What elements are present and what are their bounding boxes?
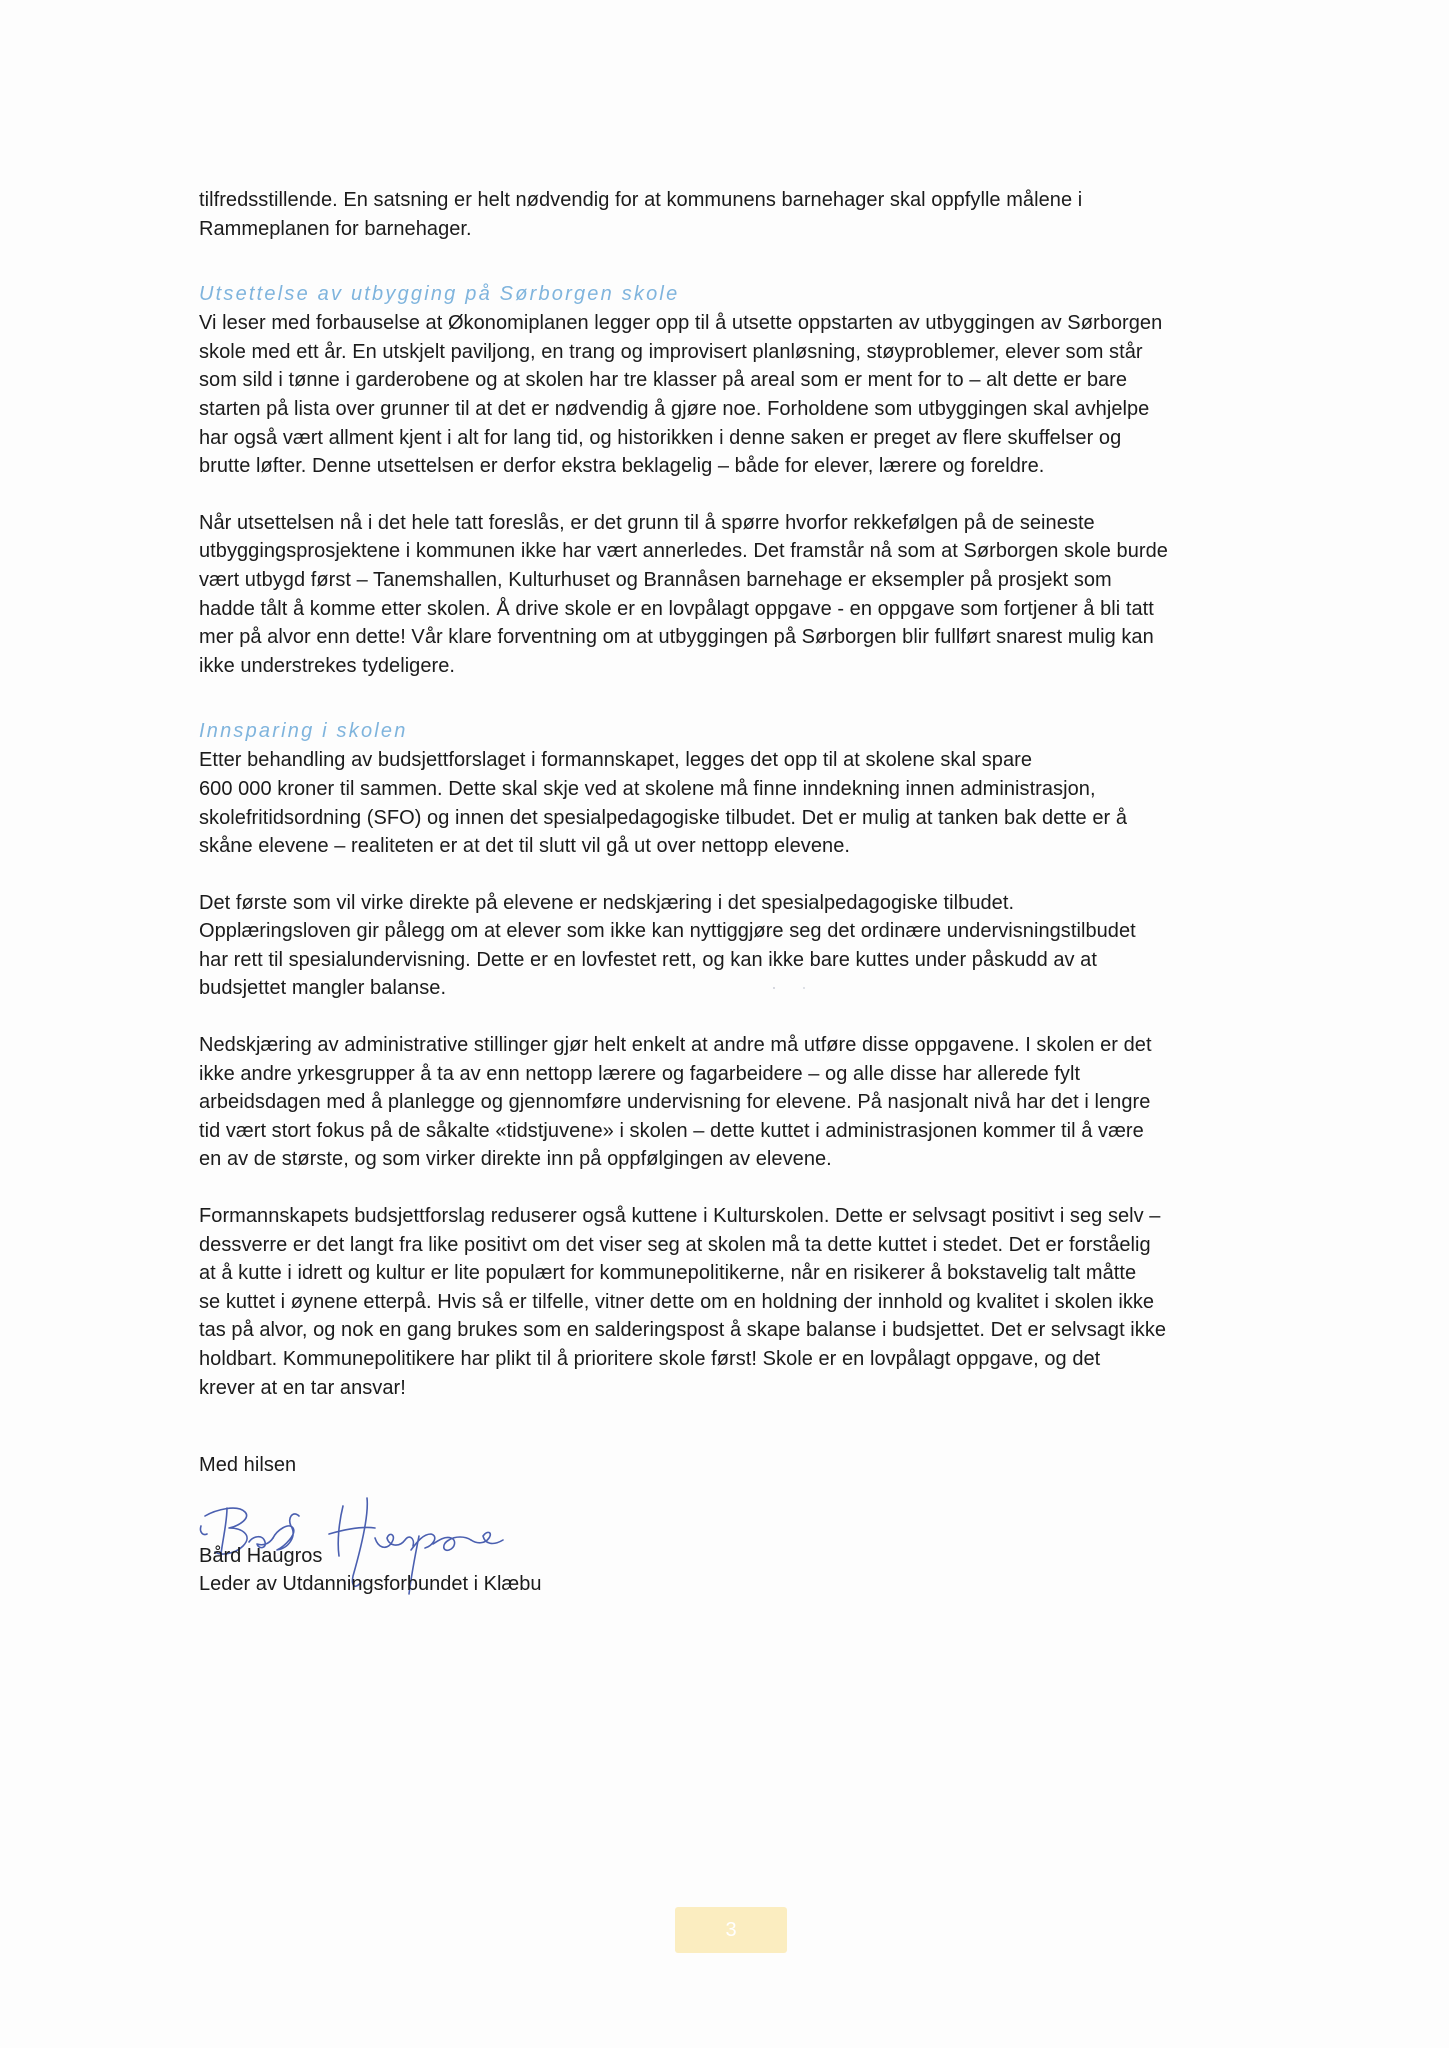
- text-line: vært utbygd først – Tanemshallen, Kulturhuset og Brannåsen barnehage er eksempler på prosjekt som: [199, 568, 1112, 591]
- intro-paragraph: [199, 186, 1254, 243]
- signer-title: Leder av Utdanningsforbundet i Klæbu: [199, 1572, 542, 1595]
- scan-artifact: [770, 986, 810, 990]
- paragraph: [199, 746, 1254, 860]
- text-line: Når utsettelsen nå i det hele tatt foreslås, er det grunn til å spørre hvorfor rekkefølgen på de seineste: [199, 511, 1095, 534]
- text-line: Etter behandling av budsjettforslaget i formannskapet, legges det opp til at skolene skal spare: [199, 749, 1033, 772]
- text-line: hadde tålt å komme etter skolen. Å drive skole er en lovpålagt oppgave - en oppgave som fortjener å bli tatt: [199, 597, 1154, 620]
- text-line: skåne elevene – realiteten er at det til slutt vil gå ut over nettopp elevene.: [199, 835, 850, 858]
- text-line: tas på alvor, og nok en gang brukes som en salderingspost å skape balanse i budsjettet. Det er selvsagt ikke: [199, 1319, 1167, 1342]
- text-line: holdbart. Kommunepolitikere har plikt til å prioritere skole først! Skole er en lovpålagt oppgave, og det: [199, 1348, 1101, 1370]
- text-line: dessverre er det langt fra like positivt om det viser seg at skolen må ta dette kuttet i stedet. Det er forståelig: [199, 1233, 1151, 1256]
- text-line: ikke understrekes tydeligere.: [199, 654, 456, 677]
- text-line: 600 000 kroner til sammen. Dette skal skje ved at skolene må finne inndekning innen administrasjon,: [199, 777, 1096, 800]
- text-line: budsjettet mangler balanse.: [199, 977, 447, 1000]
- text-line: som sild i tønne i garderobene og at skolen har tre klasser på areal som er ment for to – alt dette er bare: [199, 369, 1128, 392]
- text-line: krever at en tar ansvar!: [199, 1376, 406, 1399]
- text-line: har rett til spesialundervisning. Dette er en lovfestet rett, og kan ikke bare kuttes under påskudd av at: [199, 948, 1097, 971]
- text-line: starten på lista over grunner til at det er nødvendig å gjøre noe. Forholdene som utbyggingen skal avhjelpe: [199, 397, 1150, 420]
- text-line: Det første som vil virke direkte på elevene er nedskjæring i det spesialpedagogiske tilbudet.: [199, 891, 1015, 914]
- text-line: Formannskapets budsjettforslag reduserer også kuttene i Kulturskolen. Dette er selvsagt positivt i seg selv –: [199, 1205, 1161, 1228]
- text-line: tilfredsstillende. En satsning er helt nødvendig for at kommunens barnehager skal oppfylle målene i: [199, 189, 1083, 211]
- text-line: mer på alvor enn dette! Vår klare forventning om at utbyggingen på Sørborgen blir fullført snarest mulig kan: [199, 626, 1154, 649]
- text-line: tid vært stort fokus på de såkalte «tidstjuvene» i skolen – dette kuttet i administrasjonen kommer til å være: [199, 1119, 1144, 1142]
- signer-name: Bård Haugros: [199, 1544, 323, 1567]
- paragraph: [199, 889, 1254, 1003]
- text-line: se kuttet i øynene etterpå. Hvis så er tilfelle, vitner dette om en holdning der innhold og kvalitet i skolen ikke: [199, 1290, 1155, 1313]
- section-heading-sorborgen: Utsettelse av utbygging på Sørborgen skole: [199, 283, 680, 306]
- page-number-badge: 3: [675, 1907, 787, 1953]
- paragraph: [199, 309, 1254, 481]
- text-line: Rammeplanen for barnehager.: [199, 217, 472, 240]
- signature-block: [199, 1480, 1254, 1604]
- text-line: utbyggingsprosjektene i kommunen ikke har vært annerledes. Det framstår nå som at Sørborgen skole burde: [199, 540, 1168, 563]
- text-line: brutte løfter. Denne utsettelsen er derfor ekstra beklagelig – både for elever, lærere og foreldre.: [199, 455, 1045, 478]
- text-line: at å kutte i idrett og kultur er lite populært for kommunepolitikerne, når en risikerer å bokstavelig talt måtte: [199, 1262, 1137, 1285]
- paragraph: [199, 1031, 1254, 1174]
- text-line: skolefritidsordning (SFO) og innen det spesialpedagogiske tilbudet. Det er mulig at tanken bak dette er å: [199, 806, 1128, 829]
- text-line: Opplæringsloven gir pålegg om at elever som ikke kan nyttiggjøre seg det ordinære undervisningstilbudet: [199, 920, 1136, 943]
- text-line: arbeidsdagen med å planlegge og gjennomføre undervisning for elevene. På nasjonalt nivå har det i lengre: [199, 1091, 1151, 1114]
- text-line: Nedskjæring av administrative stillinger gjør helt enkelt at andre må utføre disse oppgavene. I skolen er det: [199, 1034, 1152, 1057]
- paragraph: [199, 509, 1254, 681]
- text-line: ikke andre yrkesgrupper å ta av enn nettopp lærere og fagarbeidere – og alle disse har allerede fylt: [199, 1062, 1081, 1085]
- text-line: Vi leser med forbauselse at Økonomiplanen legger opp til å utsette oppstarten av utbyggingen av Sørborgen: [199, 312, 1163, 335]
- closing-greeting: Med hilsen: [199, 1454, 297, 1477]
- section-heading-innsparing: Innsparing i skolen: [199, 720, 408, 743]
- letter-body: [199, 186, 1254, 1604]
- text-line: skole med ett år. En utskjelt paviljong, en trang og improvisert planløsning, støyproblemer, elever som står: [199, 340, 1143, 363]
- text-line: en av de største, og som virker direkte inn på oppfølgingen av elevene.: [199, 1148, 832, 1171]
- text-line: har også vært allment kjent i alt for lang tid, og historikken i denne saken er preget av flere skuffelser og: [199, 426, 1122, 449]
- paragraph: [199, 1202, 1254, 1402]
